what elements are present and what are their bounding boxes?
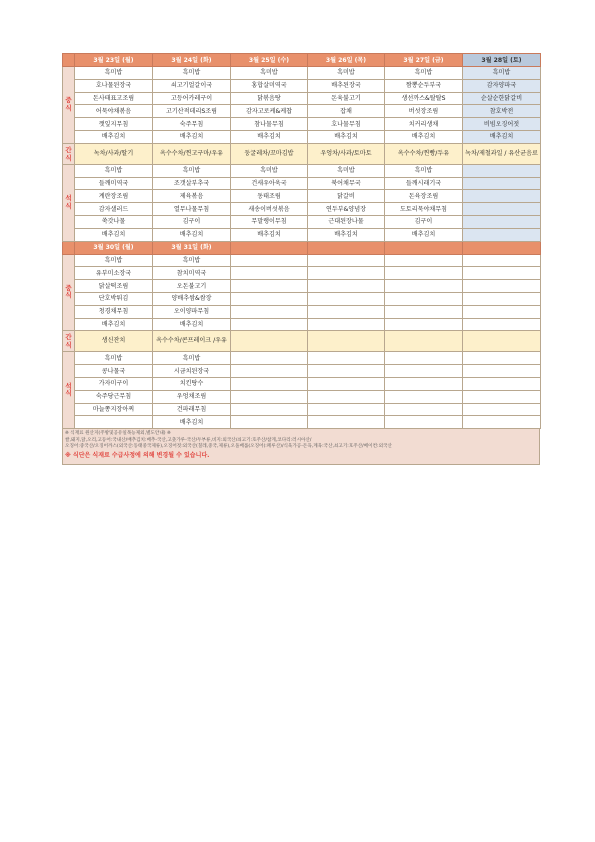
day-header: 3월 31일 (화) — [153, 241, 231, 254]
lunch-row — [63, 280, 541, 293]
menu-cell: 배추김치 — [153, 228, 231, 241]
menu-cell: 배추김치 — [153, 130, 231, 143]
menu-cell — [463, 177, 541, 190]
header-corner — [63, 241, 75, 254]
snack-cell: 옥수수차/찐빵/두유 — [385, 143, 463, 164]
dinner-row — [63, 352, 541, 365]
menu-cell: 배추김치 — [75, 130, 153, 143]
snack-cell — [231, 331, 308, 352]
menu-cell — [463, 305, 541, 318]
menu-cell: 양배추쌈&쌈장 — [153, 292, 231, 305]
menu-cell — [385, 292, 463, 305]
menu-cell — [231, 267, 308, 280]
menu-cell: 계란장조림 — [75, 190, 153, 203]
menu-cell: 배추김치 — [75, 318, 153, 331]
menu-cell — [308, 377, 385, 390]
menu-cell: 숙주당근무침 — [75, 390, 153, 403]
menu-table — [62, 53, 541, 429]
dinner-row — [63, 203, 541, 216]
snack-label: 간식 — [63, 143, 75, 164]
lunch-row — [63, 105, 541, 118]
day-header: 3월 25일 (수) — [231, 54, 308, 67]
menu-cell: 어묵야채볶음 — [75, 105, 153, 118]
menu-cell — [308, 305, 385, 318]
lunch-row — [63, 305, 541, 318]
menu-cell: 호나물된장국 — [75, 79, 153, 92]
menu-cell: 도토리묵야채무침 — [385, 203, 463, 216]
menu-cell — [385, 365, 463, 378]
dinner-row — [63, 228, 541, 241]
menu-cell — [231, 352, 308, 365]
menu-cell: 고기산적데리S조림 — [153, 105, 231, 118]
notes-line-2: 오징어:중국산/오징어까스(외국산:동태중국제류),오징어젓:외국산(칠레,중국,제류),오돌배롤(오징어(:페루산)/식육가공-돈육,계육:국산,쇠고기:호주산/베이컨:외국산 — [65, 444, 392, 450]
lunch-row — [63, 79, 541, 92]
dinner-row — [63, 377, 541, 390]
menu-cell: 흑미밥 — [75, 67, 153, 80]
snack-cell: 녹차/제철과일 / 유산균음료 — [463, 143, 541, 164]
day-header: 3월 23일 (월) — [75, 54, 153, 67]
menu-cell: 흑미밥 — [153, 254, 231, 267]
menu-cell: 콩나물국 — [75, 365, 153, 378]
menu-cell — [231, 390, 308, 403]
menu-cell: 흑미밥 — [153, 164, 231, 177]
menu-cell — [463, 390, 541, 403]
menu-cell — [231, 254, 308, 267]
menu-cell: 돈육장조림 — [385, 190, 463, 203]
menu-cell: 흑미밥 — [75, 352, 153, 365]
lunch-row — [63, 130, 541, 143]
menu-cell — [231, 305, 308, 318]
snack-cell: 옥수수차/찐고구마/우유 — [153, 143, 231, 164]
menu-cell: 흑미밥 — [385, 164, 463, 177]
menu-cell: 돈사태표고조림 — [75, 92, 153, 105]
menu-cell — [231, 280, 308, 293]
menu-cell: 배추김치 — [75, 228, 153, 241]
menu-cell: 열무나물무침 — [153, 203, 231, 216]
menu-cell: 감자샐러드 — [75, 203, 153, 216]
dinner-row — [63, 416, 541, 429]
snack-row — [63, 143, 541, 164]
menu-cell: 마늘쫑지장아찌 — [75, 403, 153, 416]
menu-cell: 제육볶음 — [153, 190, 231, 203]
menu-cell: 청경채무침 — [75, 305, 153, 318]
menu-cell — [385, 267, 463, 280]
menu-cell — [231, 377, 308, 390]
menu-cell — [463, 292, 541, 305]
menu-cell — [463, 352, 541, 365]
menu-cell — [385, 416, 463, 429]
lunch-row — [63, 67, 541, 80]
snack-label: 간식 — [63, 331, 75, 352]
notes-title: ※ 식재료 원산지(주방및공유일목능제외,별도안내) ※ — [65, 431, 171, 437]
menu-cell: 오돈불고기 — [153, 280, 231, 293]
menu-cell: 고등어카레구이 — [153, 92, 231, 105]
menu-cell: 버섯장조림 — [385, 105, 463, 118]
menu-cell — [463, 215, 541, 228]
menu-cell: 흑미밥 — [463, 67, 541, 80]
menu-cell — [385, 280, 463, 293]
lunch-row — [63, 292, 541, 305]
menu-cell — [385, 305, 463, 318]
menu-cell — [463, 377, 541, 390]
lunch-row — [63, 254, 541, 267]
menu-cell: 닭살떡조림 — [75, 280, 153, 293]
snack-cell: 옥수수차/콘프레이크 /우유 — [153, 331, 231, 352]
lunch-row — [63, 318, 541, 331]
menu-cell: 건파래무침 — [153, 403, 231, 416]
menu-cell: 근대된장나물 — [308, 215, 385, 228]
menu-cell: 연두부&양념장 — [308, 203, 385, 216]
menu-cell: 닭갈비 — [308, 190, 385, 203]
menu-cell: 들깨시래기국 — [385, 177, 463, 190]
day-header — [463, 241, 541, 254]
menu-cell: 닭볶음탕 — [231, 92, 308, 105]
menu-cell: 숙주무침 — [153, 118, 231, 131]
snack-cell — [308, 331, 385, 352]
menu-cell — [385, 403, 463, 416]
menu-cell — [385, 254, 463, 267]
origin-notes — [62, 429, 540, 464]
menu-cell: 들깨미역국 — [75, 177, 153, 190]
menu-cell: 흑미밥 — [231, 67, 308, 80]
lunch-row — [63, 267, 541, 280]
menu-cell: 쇠고기얼갈이국 — [153, 79, 231, 92]
menu-cell: 참호박전 — [463, 105, 541, 118]
menu-cell: 김구이 — [153, 215, 231, 228]
menu-cell — [463, 190, 541, 203]
menu-cell: 흑미밥 — [308, 164, 385, 177]
menu-cell: 생선까스&탈탈S — [385, 92, 463, 105]
menu-cell: 가자미구이 — [75, 377, 153, 390]
menu-cell: 흑미밥 — [153, 67, 231, 80]
menu-cell: 순살순한닭갈비 — [463, 92, 541, 105]
menu-cell: 김구이 — [385, 215, 463, 228]
dinner-row — [63, 390, 541, 403]
menu-cell: 흑미밥 — [75, 164, 153, 177]
menu-cell — [463, 365, 541, 378]
snack-row — [63, 331, 541, 352]
menu-cell: 흑미밥 — [231, 164, 308, 177]
menu-cell: 치커리생채 — [385, 118, 463, 131]
menu-cell: 참치미역국 — [153, 267, 231, 280]
dinner-row — [63, 164, 541, 177]
menu-cell: 흑미밥 — [308, 67, 385, 80]
menu-cell: 깻잎지무침 — [75, 118, 153, 131]
menu-cell — [231, 365, 308, 378]
menu-cell: 단호박튀김 — [75, 292, 153, 305]
menu-cell: 배추김치 — [231, 130, 308, 143]
day-header-row — [63, 241, 541, 254]
day-header: 3월 27일 (금) — [385, 54, 463, 67]
menu-cell: 흑미밥 — [75, 254, 153, 267]
day-header — [308, 241, 385, 254]
header-corner — [63, 54, 75, 67]
menu-cell: 비빔오징어젓 — [463, 118, 541, 131]
menu-cell — [231, 416, 308, 429]
dinner-row — [63, 403, 541, 416]
menu-cell — [231, 318, 308, 331]
menu-cell: 돈육불고기 — [308, 92, 385, 105]
menu-cell — [463, 416, 541, 429]
menu-cell: 흑미밥 — [385, 67, 463, 80]
notes-line-1: 쌀,돼지,닭,오리,고등어:국내산/배추김치:배추-국산,고춧가루-국산/두부류,비지:외국산/쇠고기:호주산/참게,코다리:러시아산/ — [65, 437, 312, 443]
menu-cell: 배추김치 — [308, 228, 385, 241]
menu-cell — [463, 267, 541, 280]
lunch-row — [63, 92, 541, 105]
menu-cell — [231, 403, 308, 416]
menu-cell — [385, 352, 463, 365]
snack-cell — [385, 331, 463, 352]
menu-cell: 시금치된장국 — [153, 365, 231, 378]
day-header: 3월 30일 (월) — [75, 241, 153, 254]
menu-cell — [308, 352, 385, 365]
dinner-row — [63, 365, 541, 378]
menu-cell: 배추김치 — [463, 130, 541, 143]
dinner-row — [63, 177, 541, 190]
menu-cell: 오이양파무침 — [153, 305, 231, 318]
lunch-label: 중식 — [63, 254, 75, 331]
menu-cell: 동태조림 — [231, 190, 308, 203]
menu-cell — [463, 403, 541, 416]
menu-cell — [308, 365, 385, 378]
menu-sheet — [62, 53, 540, 465]
menu-cell: 새송이버섯볶음 — [231, 203, 308, 216]
dinner-row — [63, 190, 541, 203]
menu-cell — [308, 416, 385, 429]
dinner-label: 석식 — [63, 164, 75, 241]
day-header-row — [63, 54, 541, 67]
snack-cell: 둥굴레차/꼬마김밥 — [231, 143, 308, 164]
menu-cell: 무말랭이무침 — [231, 215, 308, 228]
snack-cell: 생신잔치 — [75, 331, 153, 352]
menu-cell: 배추김치 — [385, 228, 463, 241]
menu-cell — [231, 292, 308, 305]
menu-cell: 건새우아욱국 — [231, 177, 308, 190]
menu-cell — [308, 280, 385, 293]
menu-cell: 배추김치 — [385, 130, 463, 143]
snack-cell: 우엉차/사과/토마토 — [308, 143, 385, 164]
day-header — [231, 241, 308, 254]
menu-cell: 배추김치 — [308, 130, 385, 143]
menu-cell: 감자고로케&케찹 — [231, 105, 308, 118]
day-header: 3월 28일 (토) — [463, 54, 541, 67]
day-header — [385, 241, 463, 254]
menu-cell — [385, 377, 463, 390]
menu-cell — [463, 280, 541, 293]
menu-cell — [308, 390, 385, 403]
menu-cell: 쑥갓나물 — [75, 215, 153, 228]
menu-cell: 배추김치 — [153, 318, 231, 331]
menu-cell — [463, 318, 541, 331]
menu-cell — [308, 254, 385, 267]
menu-cell: 잡채 — [308, 105, 385, 118]
menu-cell — [308, 403, 385, 416]
menu-cell — [385, 390, 463, 403]
dinner-label: 석식 — [63, 352, 75, 429]
menu-cell — [463, 254, 541, 267]
menu-cell: 배추김치 — [231, 228, 308, 241]
dinner-row — [63, 215, 541, 228]
menu-cell: 배추김치 — [153, 416, 231, 429]
day-header: 3월 24일 (화) — [153, 54, 231, 67]
menu-cell: 참나물무침 — [231, 118, 308, 131]
menu-cell: 북어채무국 — [308, 177, 385, 190]
menu-cell — [308, 292, 385, 305]
menu-cell — [463, 164, 541, 177]
menu-change-warning: ※ 식단은 식재료 수급사정에 의해 변경될 수 있습니다. — [65, 451, 210, 459]
menu-cell: 호나물무침 — [308, 118, 385, 131]
lunch-row — [63, 118, 541, 131]
menu-cell: 짬뽕순두부국 — [385, 79, 463, 92]
menu-cell — [308, 318, 385, 331]
day-header: 3월 26일 (목) — [308, 54, 385, 67]
menu-cell: 흑미밥 — [153, 352, 231, 365]
menu-cell — [308, 267, 385, 280]
menu-cell: 조갯살부추국 — [153, 177, 231, 190]
menu-cell: 감자양파국 — [463, 79, 541, 92]
menu-cell: 우엉채조림 — [153, 390, 231, 403]
menu-cell: 치킨탕수 — [153, 377, 231, 390]
menu-cell: 유부미소장국 — [75, 267, 153, 280]
menu-cell — [75, 416, 153, 429]
menu-cell — [463, 203, 541, 216]
snack-cell: 녹차/사과/딸기 — [75, 143, 153, 164]
menu-cell: 배추된장국 — [308, 79, 385, 92]
menu-cell — [385, 318, 463, 331]
snack-cell — [463, 331, 541, 352]
menu-cell: 홍합살미역국 — [231, 79, 308, 92]
menu-cell — [463, 228, 541, 241]
lunch-label: 중식 — [63, 67, 75, 144]
